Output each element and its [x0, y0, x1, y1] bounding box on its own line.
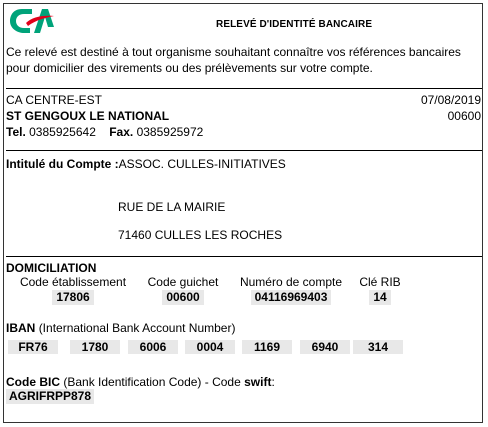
address-line-2: 71460 CULLES LES ROCHES — [118, 228, 283, 242]
branch-code: 00600 — [447, 109, 481, 123]
divider — [6, 150, 482, 151]
branch-name: ST GENGOUX LE NATIONAL — [6, 109, 170, 123]
iban-description: (International Bank Account Number) — [38, 321, 236, 335]
iban-group: 0004 — [185, 340, 235, 354]
iban-group: FR76 — [8, 340, 58, 354]
label-cle-rib: Clé RIB — [359, 275, 401, 289]
label-code-etablissement: Code établissement — [19, 275, 127, 289]
label-code-guichet: Code guichet — [147, 275, 219, 289]
fax-number: 0385925972 — [136, 125, 204, 139]
account-title-label: Intitulé du Compte : — [6, 157, 119, 171]
bic-label: Code BIC — [6, 375, 60, 389]
divider — [6, 256, 482, 257]
tel-label: Tel. — [6, 125, 26, 139]
tel-number: 0385925642 — [29, 125, 96, 139]
value-code-etablissement: 17806 — [18, 290, 128, 305]
iban-group: 6006 — [128, 340, 178, 354]
iban-group: 314 — [353, 340, 403, 354]
credit-agricole-logo — [8, 7, 56, 35]
label-numero-compte: Numéro de compte — [239, 275, 343, 289]
account-title-line — [6, 158, 286, 170]
intro-text: Ce relevé est destiné à tout organisme souhaitant connaître vos références bancaires pour domicilier des virements ou des prélèvements sur votre compte. — [6, 45, 461, 75]
bic-heading — [6, 376, 275, 388]
swift-label: swift — [244, 375, 272, 389]
iban-label: IBAN — [6, 321, 36, 335]
bic-description: (Bank Identification Code) - Code — [63, 375, 241, 389]
value-code-guichet: 00600 — [143, 290, 223, 305]
domiciliation-heading: DOMICILIATION — [6, 261, 97, 275]
address-line-1: RUE DE LA MAIRIE — [118, 200, 226, 214]
statement-date: 07/08/2019 — [420, 93, 481, 107]
account-holder: ASSOC. CULLES-INITIATIVES — [118, 157, 286, 171]
iban-group: 1780 — [70, 340, 120, 354]
bic-colon: : — [271, 375, 275, 389]
contact-line — [6, 126, 203, 138]
iban-group: 1169 — [242, 340, 292, 354]
iban-group: 6940 — [300, 340, 350, 354]
document-title: RELEVÉ D'IDENTITÉ BANCAIRE — [216, 19, 373, 30]
bank-name: CA CENTRE-EST — [6, 93, 103, 107]
fax-label: Fax. — [109, 125, 134, 139]
bic-value: AGRIFRPP878 — [6, 389, 94, 404]
value-numero-compte: 04116969403 — [236, 290, 346, 305]
value-cle-rib: 14 — [355, 290, 405, 305]
iban-heading — [6, 322, 235, 334]
divider — [6, 88, 482, 89]
